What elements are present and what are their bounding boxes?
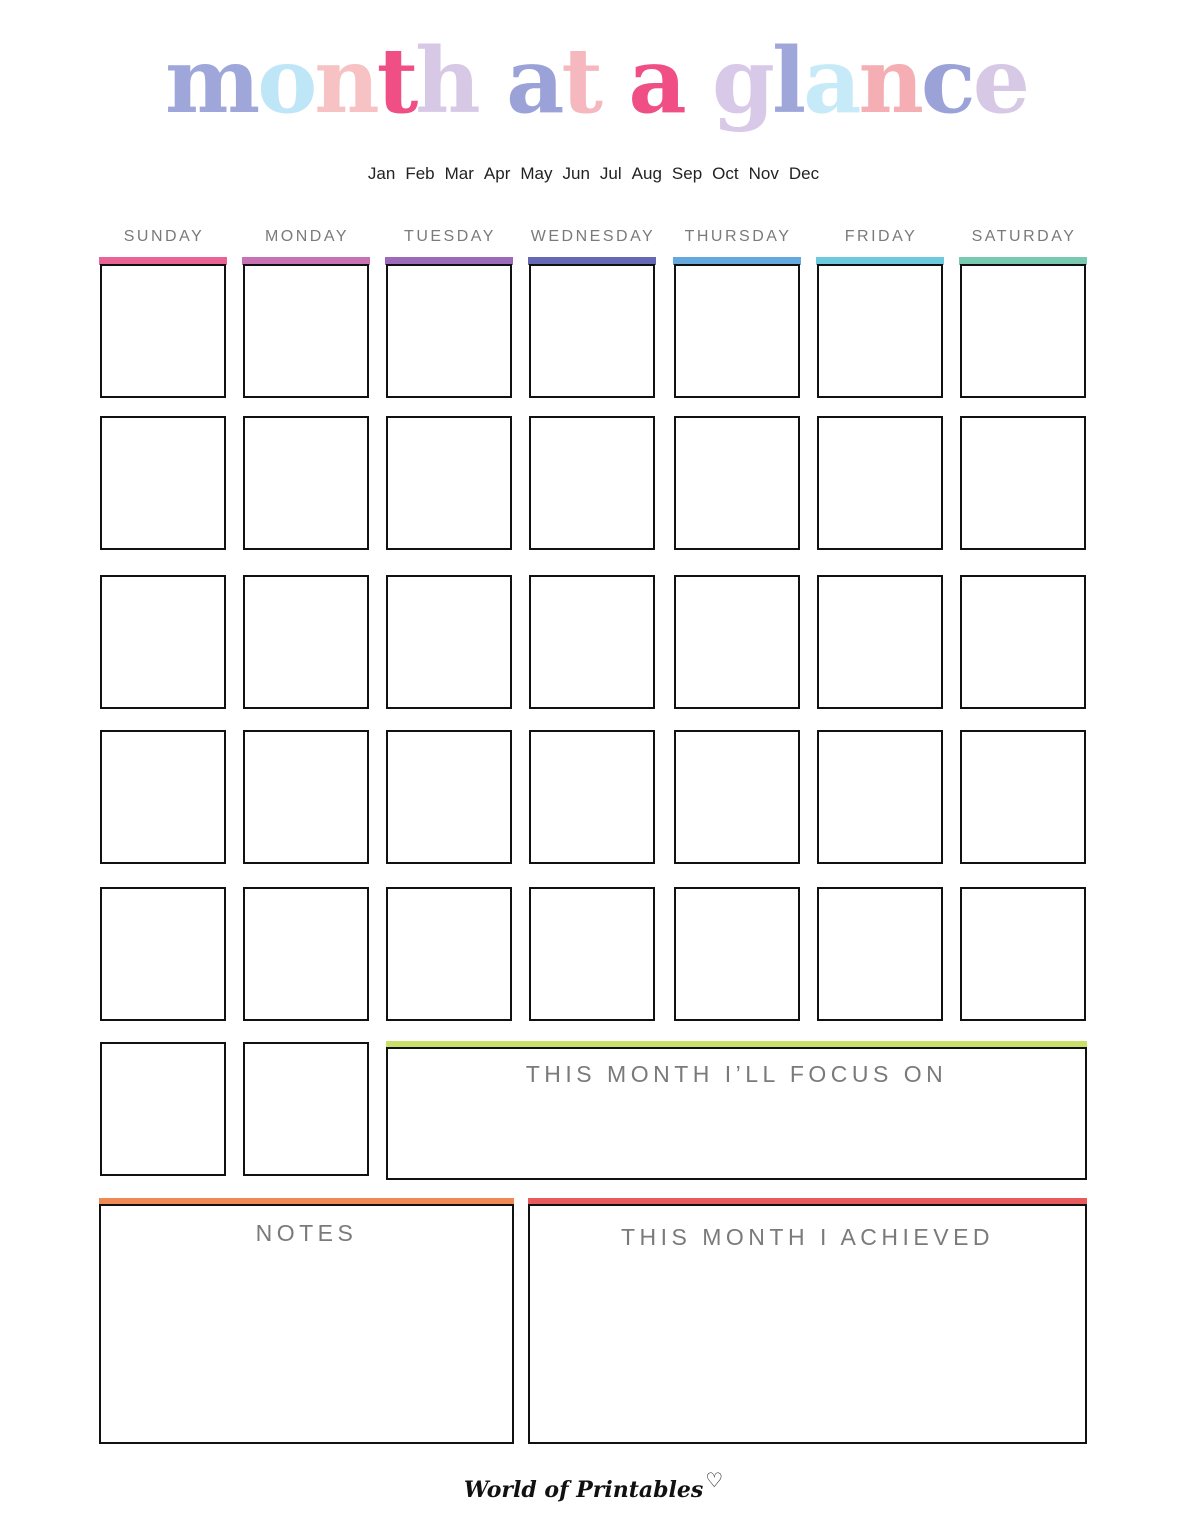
day-cell [100, 264, 226, 398]
notes-panel [99, 1204, 514, 1444]
day-cell [674, 575, 800, 709]
day-cell [674, 730, 800, 864]
day-cell [386, 887, 512, 1021]
day-cell [386, 575, 512, 709]
day-cell [243, 730, 369, 864]
title-letter: t [376, 28, 416, 134]
day-cell [960, 264, 1086, 398]
day-cell [817, 575, 943, 709]
day-cell [817, 416, 943, 550]
day-cell [529, 416, 655, 550]
month-oct: Oct [712, 164, 739, 183]
focus-title: THIS MONTH I’LL FOCUS ON [525, 1061, 948, 1087]
month-list [0, 164, 1187, 184]
day-cell [386, 416, 512, 550]
day-cell [674, 416, 800, 550]
day-cell [100, 575, 226, 709]
month-nov: Nov [748, 164, 779, 183]
heart-icon: ♡ [705, 1468, 724, 1492]
day-cell [960, 575, 1086, 709]
day-cell [243, 416, 369, 550]
day-cell [100, 730, 226, 864]
day-cell [243, 575, 369, 709]
title-letter: h [415, 28, 478, 134]
title-word-month [165, 28, 479, 134]
title-letter: a [803, 28, 859, 134]
title-letter: c [920, 28, 973, 134]
month-jun: Jun [562, 164, 590, 183]
title-letter: g [712, 28, 772, 134]
focus-panel [386, 1047, 1087, 1180]
title-letter: m [165, 28, 258, 134]
day-cell [529, 575, 655, 709]
notes-title: NOTES [255, 1220, 358, 1246]
title-word-at [506, 28, 603, 134]
month-may: May [520, 164, 553, 183]
day-cell [243, 1042, 369, 1176]
day-cell [960, 416, 1086, 550]
day-cell [674, 264, 800, 398]
footer-brand [0, 1468, 1187, 1503]
title-space [478, 28, 506, 134]
title-letter: e [972, 28, 1027, 134]
month-feb: Feb [405, 164, 435, 183]
title-letter: n [858, 28, 921, 134]
day-cell [817, 264, 943, 398]
day-header-sunday: SUNDAY [123, 228, 205, 245]
title-space [600, 28, 628, 134]
day-header-monday: MONDAY [264, 228, 350, 245]
month-jul: Jul [599, 164, 622, 183]
title-letter: t [561, 28, 600, 134]
day-cell [243, 887, 369, 1021]
month-apr: Apr [483, 164, 511, 183]
day-header-tuesday: TUESDAY [404, 228, 496, 245]
title-letter: l [771, 28, 804, 134]
day-cell [100, 887, 226, 1021]
day-header-wednesday: WEDNESDAY [530, 228, 656, 245]
title-letter: a [506, 28, 562, 134]
day-cell [529, 887, 655, 1021]
day-cell [100, 416, 226, 550]
day-cell [529, 264, 655, 398]
month-jan: Jan [367, 164, 396, 183]
month-aug: Aug [631, 164, 662, 183]
day-header-saturday: SATURDAY [971, 228, 1077, 245]
svg-text:month at a glance [165, 28, 1027, 134]
title-word-a [628, 28, 685, 134]
achieved-title: THIS MONTH I ACHIEVED [620, 1224, 995, 1250]
day-cell [960, 730, 1086, 864]
day-cell [674, 887, 800, 1021]
day-cell [386, 730, 512, 864]
title-space [684, 28, 712, 134]
day-header-friday: FRIDAY [844, 228, 918, 245]
month-mar: Mar [444, 164, 474, 183]
day-cell [243, 264, 369, 398]
title-letter: a [628, 28, 684, 134]
day-cell [817, 730, 943, 864]
day-cell [960, 887, 1086, 1021]
day-cell [386, 264, 512, 398]
brand-text: World of Printables [463, 1477, 704, 1503]
day-cell [817, 887, 943, 1021]
page-title [0, 18, 1187, 158]
title-letter: o [257, 28, 315, 134]
day-cell [529, 730, 655, 864]
month-dec: Dec [788, 164, 820, 183]
month-sep: Sep [671, 164, 703, 183]
achieved-panel [528, 1204, 1087, 1444]
day-cell [100, 1042, 226, 1176]
title-letter: n [314, 28, 377, 134]
day-header-thursday: THURSDAY [684, 228, 792, 245]
title-word-glance [712, 28, 1027, 134]
